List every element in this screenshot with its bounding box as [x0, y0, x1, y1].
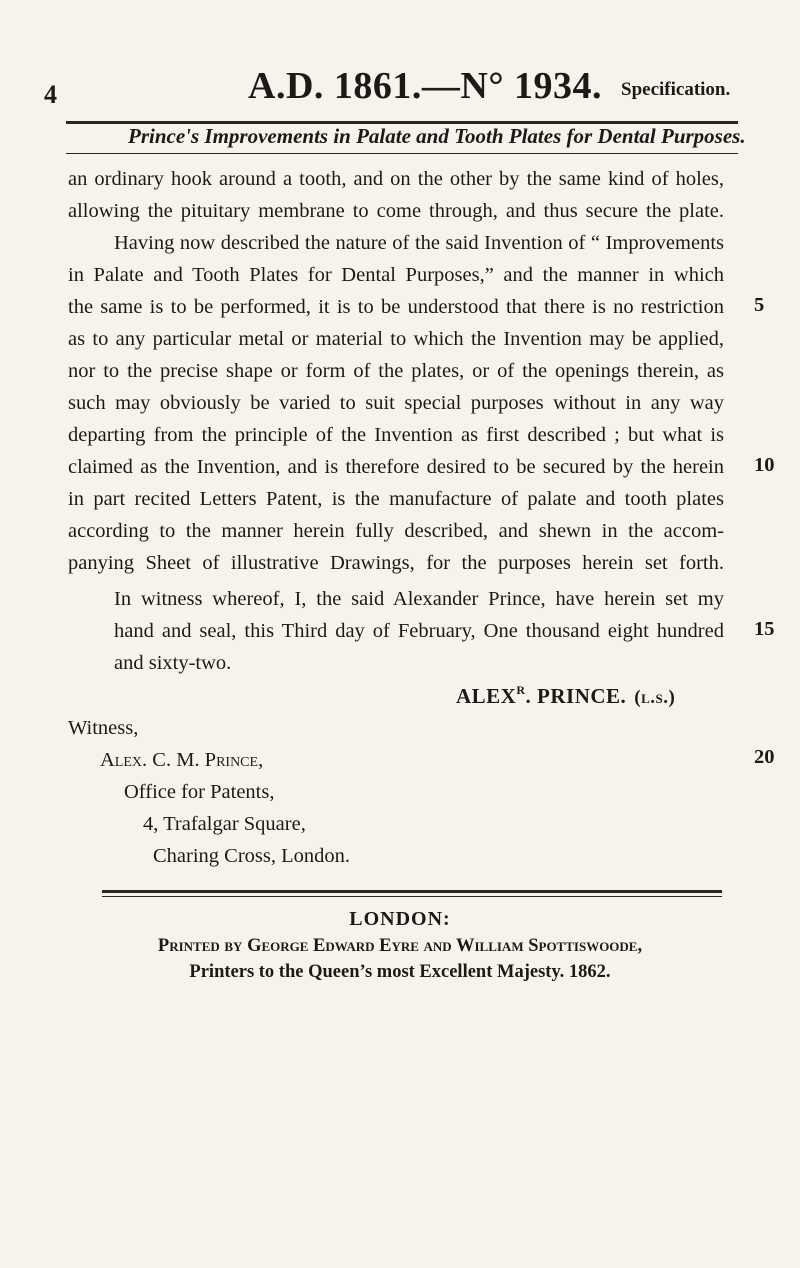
- body-line-8: such may obviously be varied to suit special purposes without in any way: [68, 392, 724, 414]
- signature-name: ALEX: [456, 684, 517, 708]
- witness-address-line: 4, Trafalgar Square,: [143, 813, 306, 835]
- body-line-16: and sixty-two.: [114, 652, 232, 674]
- header-title: A.D. 1861.—N° 1934.: [248, 65, 603, 107]
- body-line-7: nor to the precise shape or form of the plates, or of the openings therein, as: [68, 360, 724, 382]
- body-line-12: according to the manner herein fully described, and shewn in the accom-: [68, 520, 724, 542]
- signature-surname: . PRINCE.: [525, 684, 627, 708]
- imprint-printers-to: Printers to the Queen’s most Excellent Majesty. 1862.: [189, 962, 611, 982]
- body-line-3: Having now described the nature of the said Invention of “ Improvements: [114, 232, 724, 254]
- section-label: Specification.: [621, 79, 731, 100]
- page-number: 4: [44, 80, 57, 109]
- margin-line-number: 10: [754, 454, 775, 476]
- body-line-1: an ordinary hook around a tooth, and on the other by the same kind of holes,: [68, 168, 724, 190]
- imprint-city: LONDON:: [349, 908, 451, 930]
- body-line-15: hand and seal, this Third day of February, One thousand eight hundred: [114, 620, 724, 642]
- witness-address-line: Office for Patents,: [124, 781, 275, 803]
- body-line-11: in part recited Letters Patent, is the manufacture of palate and tooth plates: [68, 488, 724, 510]
- signature-superscript: R: [516, 683, 526, 697]
- body-line-9: departing from the principle of the Invention as first described ; but what is: [68, 424, 724, 446]
- imprint-printed-by: Printed by George Edward Eyre and William Spottiswoode,: [157, 936, 643, 956]
- patent-subtitle: Prince's Improvements in Palate and Tooth Plates for Dental Purposes.: [128, 124, 746, 148]
- body-line-5: the same is to be performed, it is to be understood that there is no restriction: [68, 296, 724, 318]
- margin-line-number: 20: [754, 746, 775, 768]
- witness-name: Alex. C. M. Prince,: [100, 749, 264, 771]
- body-line-10: claimed as the Invention, and is therefore desired to be secured by the herein: [68, 456, 724, 478]
- body-line-6: as to any particular metal or material to which the Invention may be applied,: [68, 328, 724, 350]
- witness-label: Witness,: [68, 717, 139, 739]
- footer-rule-thick: [102, 890, 722, 893]
- header-rule-thin: [66, 153, 738, 154]
- margin-line-number: 5: [754, 294, 765, 316]
- body-line-4: in Palate and Tooth Plates for Dental Purposes,” and the manner in which: [68, 264, 724, 286]
- footer-rule-thin: [102, 896, 722, 897]
- margin-line-number: 15: [754, 618, 775, 640]
- body-line-13: panying Sheet of illustrative Drawings, for the purposes herein set forth.: [68, 552, 724, 574]
- witness-address-line: Charing Cross, London.: [153, 845, 351, 867]
- body-line-2: allowing the pituitary membrane to come through, and thus secure the plate.: [68, 200, 724, 222]
- seal-mark: (l.s.): [634, 687, 676, 708]
- body-line-14: In witness whereof, I, the said Alexander Prince, have herein set my: [114, 588, 724, 610]
- signature: [456, 683, 675, 709]
